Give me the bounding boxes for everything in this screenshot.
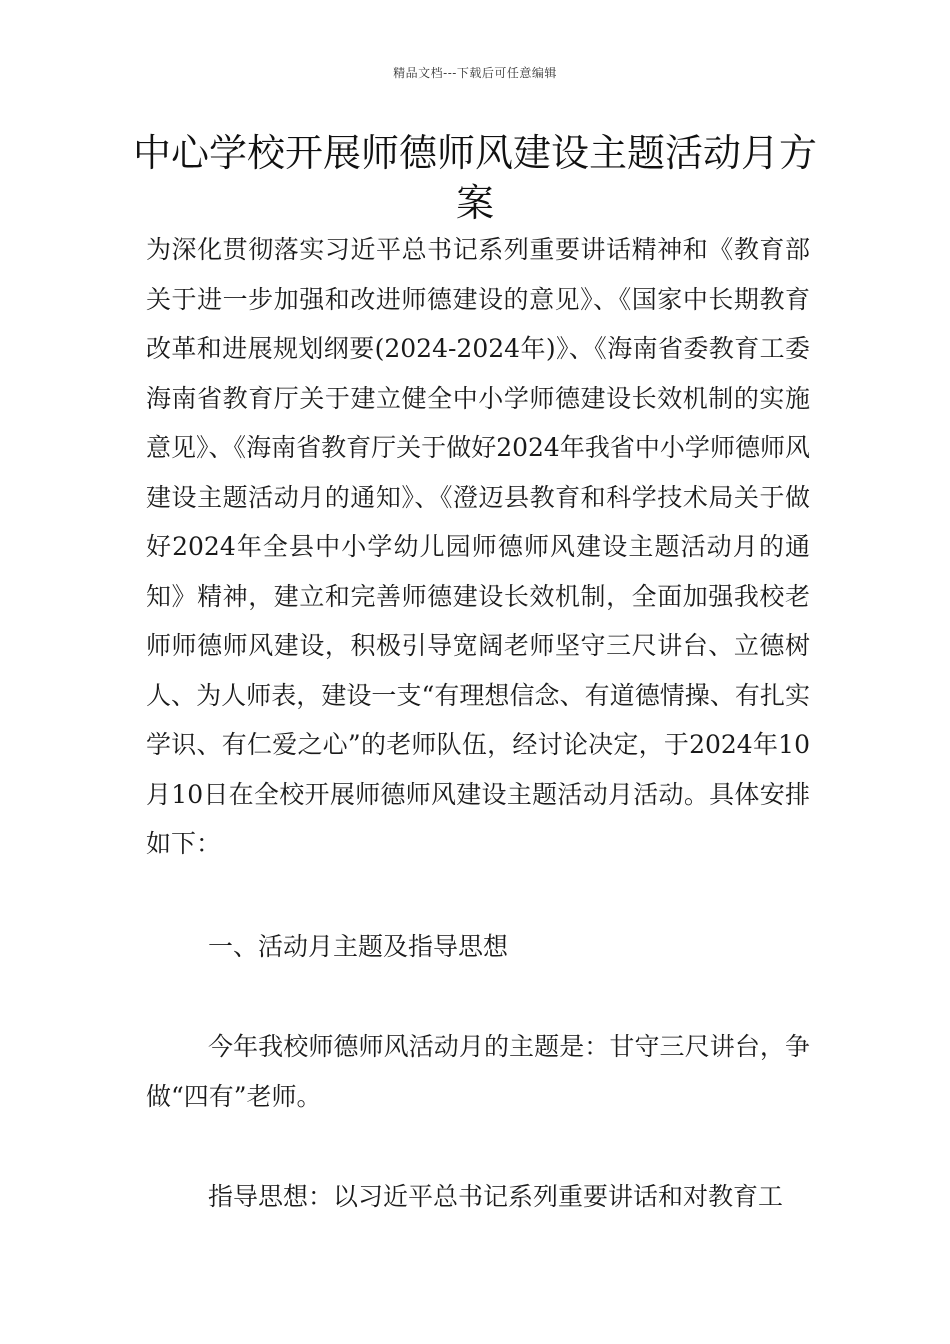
header-note: 精品文档---下载后可任意编辑 [393, 66, 557, 80]
document-title: 中心学校开展师德师风建设主题活动月方案 [132, 131, 817, 225]
intro-paragraph: 为深化贯彻落实习近平总书记系列重要讲话精神和《教育部关于进一步加强和改进师德建设的意见》、《国家中长期教育改革和进展规划纲要(2024-2024年)》、《海南省委教育工委海南省教育厅关于建立健全中小学师德建设长效机制的实施意见》、《海南省教育厅关于做好2024年我省中小学师德师风建设主题活动月的通知》、《澄迈县教育和科学技术局关于做好2024年全县中小学幼儿园师德师风建设主题活动月的通知》精神，建立和完善师德建设长效机制，全面加强我校老师师德师风建设，积极引导宽阔老师坚守三尺讲台、立德树人、为人师表，建设一支“有理想信念、有道德情操、有扎实学识、有仁爱之心”的老师队伍，经讨论决定，于2024年10月10日在全校开展师德师风建设主题活动月活动。具体安排如下： [146, 235, 810, 858]
theme-paragraph: 今年我校师德师风活动月的主题是：甘守三尺讲台，争做“四有”老师。 [146, 1032, 810, 1111]
section-heading-1: 一、活动月主题及指导思想 [208, 932, 509, 961]
guide-paragraph: 指导思想：以习近平总书记系列重要讲话和对教育工 [208, 1182, 784, 1211]
